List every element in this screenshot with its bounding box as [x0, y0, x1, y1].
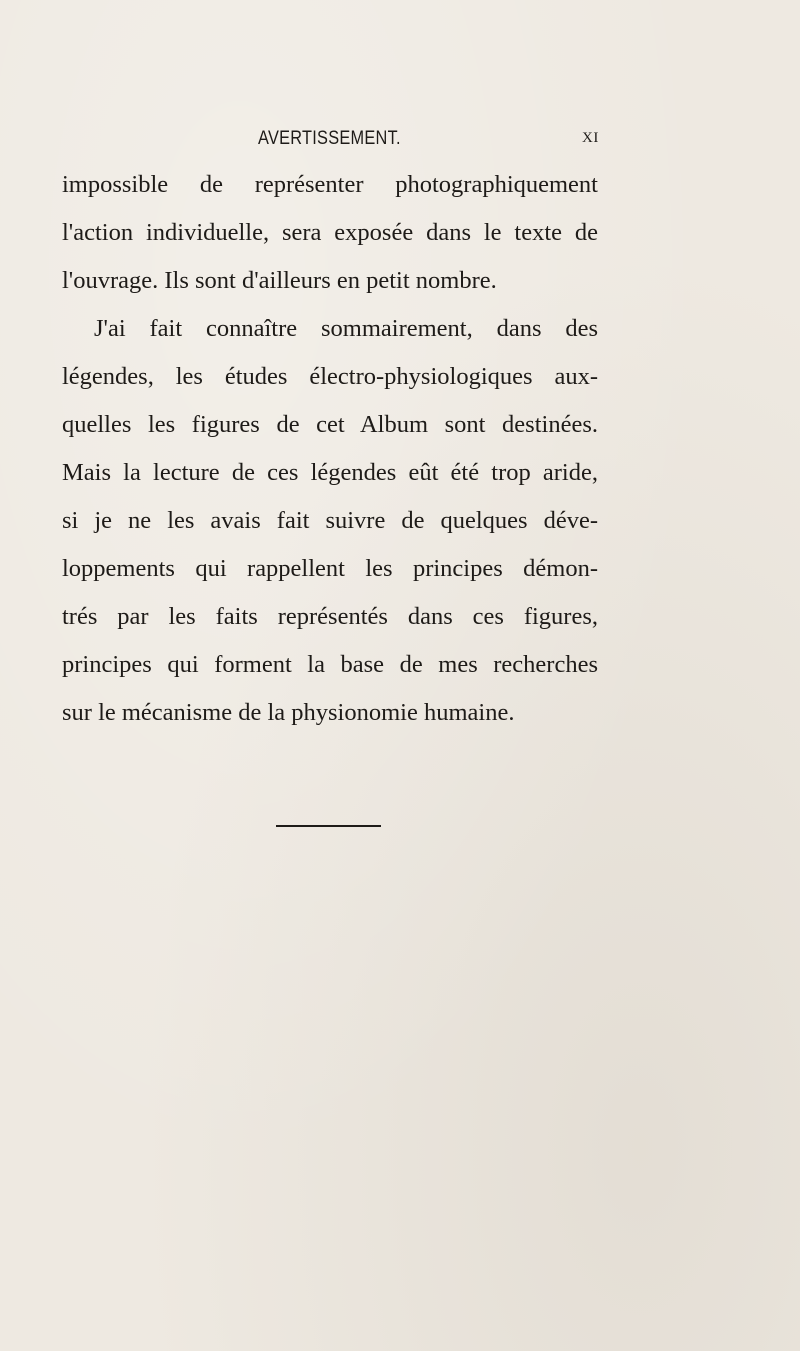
- text-line: trés par les faits représentés dans ces figures,: [62, 603, 598, 630]
- text-line: impossible de représenter photographiquement: [62, 171, 598, 198]
- text-line: l'ouvrage. Ils sont d'ailleurs en petit nombre.: [62, 267, 497, 294]
- text-line: Mais la lecture de ces légendes eût été trop aride,: [62, 459, 598, 486]
- text-line: l'action individuelle, sera exposée dans le texte de: [62, 219, 598, 246]
- running-head: [0, 128, 800, 152]
- text-line: loppements qui rappellent les principes démon-: [62, 555, 598, 582]
- text-line: principes qui forment la base de mes recherches: [62, 651, 598, 678]
- text-line: quelles les figures de cet Album sont destinées.: [62, 411, 598, 438]
- section-end-rule: [276, 825, 381, 827]
- text-line: J'ai fait connaître sommairement, dans des: [94, 315, 598, 342]
- text-line: légendes, les études électro-physiologiques aux-: [62, 363, 598, 390]
- body-text: [62, 161, 598, 737]
- running-head-title: AVERTISSEMENT.: [258, 128, 401, 149]
- text-line: sur le mécanisme de la physionomie humaine.: [62, 699, 515, 726]
- page-number: XI: [582, 130, 599, 146]
- text-line: si je ne les avais fait suivre de quelques déve-: [62, 507, 598, 534]
